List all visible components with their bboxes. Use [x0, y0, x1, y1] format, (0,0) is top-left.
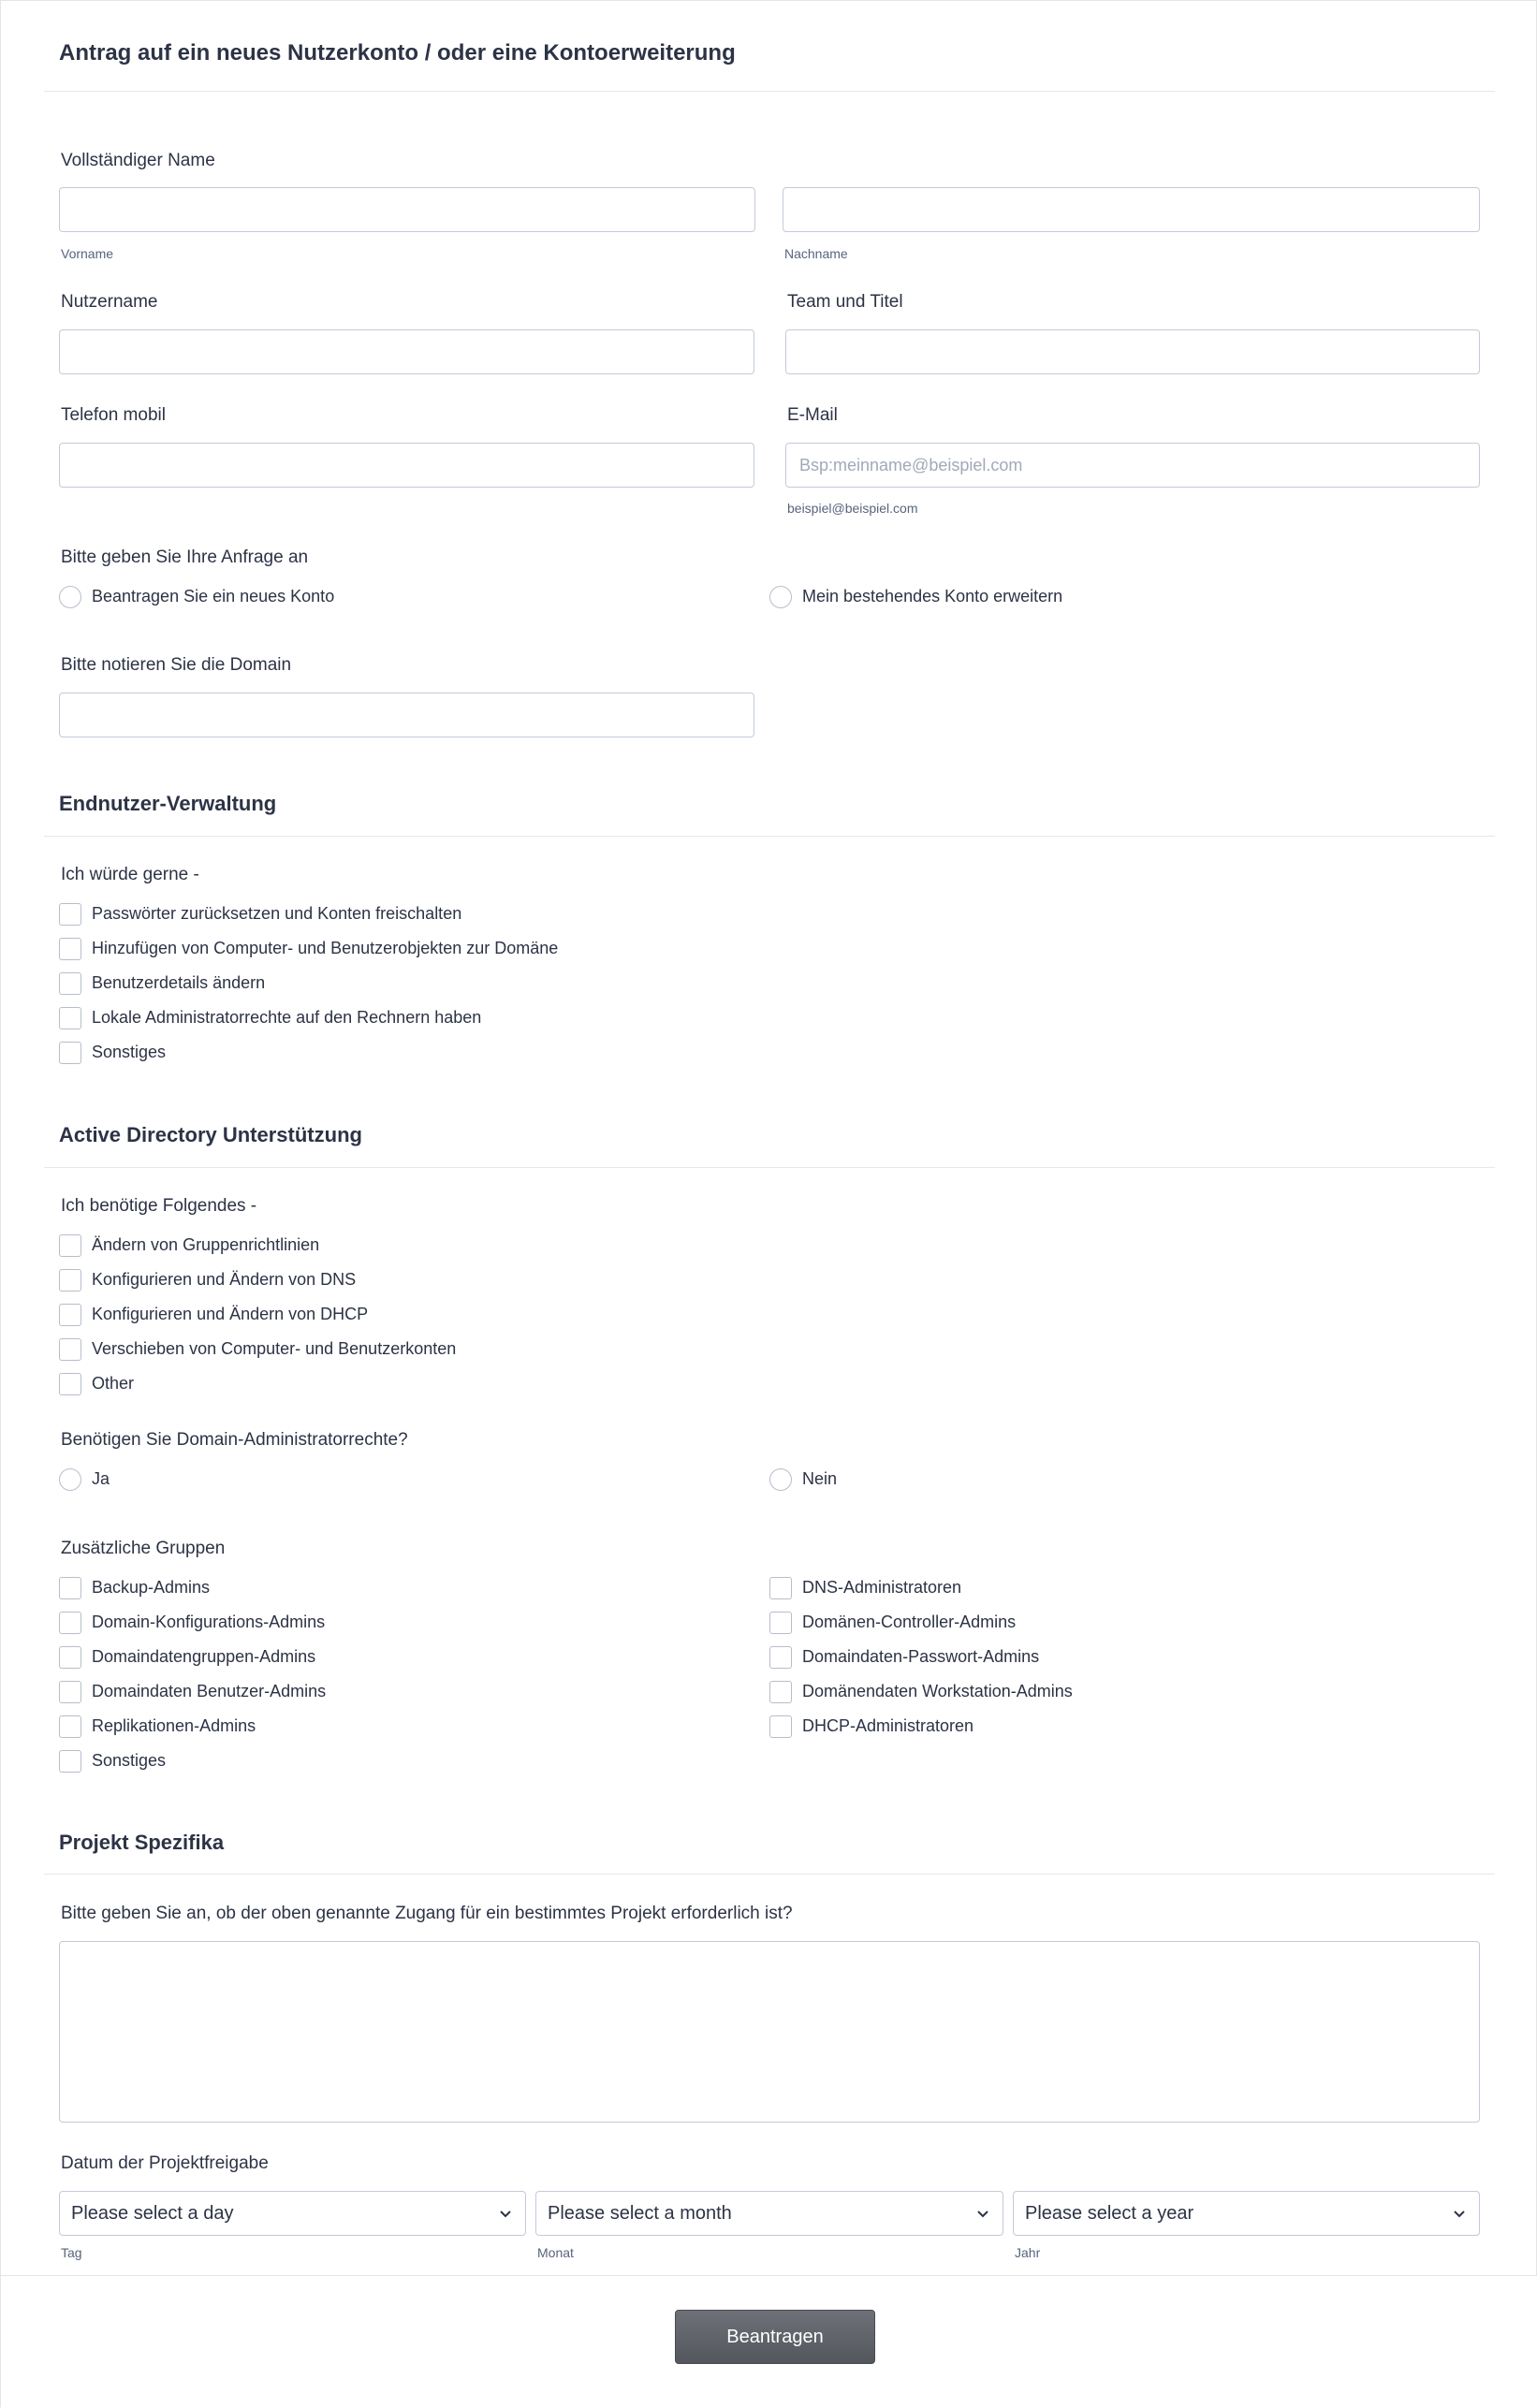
day-select[interactable]: [59, 2191, 526, 2236]
ad-label: Ich benötige Folgendes -: [61, 1196, 257, 1216]
last-name-input[interactable]: [783, 187, 1480, 232]
group-left-checkbox-5[interactable]: [59, 1715, 81, 1738]
month-select[interactable]: [535, 2191, 1003, 2236]
group-right-checkbox-2[interactable]: [769, 1612, 792, 1634]
phone-label: Telefon mobil: [61, 405, 166, 425]
submit-button[interactable]: Beantragen: [675, 2310, 875, 2364]
ad-option-1: Ändern von Gruppenrichtlinien: [92, 1235, 320, 1254]
group-left-option-5: Replikationen-Admins: [92, 1716, 256, 1735]
groups-label: Zusätzliche Gruppen: [61, 1539, 226, 1558]
month-sublabel: Monat: [537, 2245, 574, 2260]
ad-checkbox-5[interactable]: [59, 1373, 81, 1395]
project-divider: [44, 1874, 1495, 1875]
group-left-option-2: Domain-Konfigurations-Admins: [92, 1613, 326, 1631]
project-textarea[interactable]: [59, 1941, 1480, 2123]
year-select[interactable]: [1013, 2191, 1480, 2236]
first-name-sublabel: Vorname: [61, 246, 114, 261]
first-name-input[interactable]: [59, 187, 755, 232]
header-divider: [44, 91, 1495, 92]
ad-checkbox-4[interactable]: [59, 1338, 81, 1361]
chevron-down-icon: [974, 2205, 991, 2222]
ad-checkbox-2[interactable]: [59, 1269, 81, 1292]
group-right-checkbox-1[interactable]: [769, 1577, 792, 1599]
team-title-input[interactable]: [785, 329, 1480, 374]
username-input[interactable]: [59, 329, 754, 374]
month-select-value: Please select a month: [548, 2203, 732, 2224]
ad-option-2: Konfigurieren und Ändern von DNS: [92, 1270, 357, 1289]
project-question-label: Bitte geben Sie an, ob der oben genannte Zugang für ein bestimmtes Projekt erforderlich ist?: [61, 1904, 793, 1923]
group-left-option-3: Domaindatengruppen-Admins: [92, 1647, 316, 1666]
group-left-checkbox-4[interactable]: [59, 1681, 81, 1703]
group-left-option-6: Sonstiges: [92, 1751, 167, 1770]
last-name-sublabel: Nachname: [784, 246, 848, 261]
enduser-option-3: Benutzerdetails ändern: [92, 973, 266, 992]
ad-option-5: Other: [92, 1374, 135, 1393]
enduser-checkbox-3[interactable]: [59, 972, 81, 995]
request-extend-option: Mein bestehendes Konto erweitern: [802, 587, 1063, 606]
domain-admin-label: Benötigen Sie Domain-Administratorrechte?: [61, 1430, 408, 1450]
request-extend-radio[interactable]: [769, 586, 792, 608]
request-new-radio[interactable]: [59, 586, 81, 608]
chevron-down-icon: [497, 2205, 514, 2222]
day-select-value: Please select a day: [71, 2203, 234, 2224]
year-sublabel: Jahr: [1015, 2245, 1041, 2260]
enduser-divider: [44, 836, 1495, 837]
group-left-checkbox-6[interactable]: [59, 1750, 81, 1773]
team-title-label: Team und Titel: [787, 292, 903, 312]
enduser-option-4: Lokale Administratorrechte auf den Rechnern haben: [92, 1008, 482, 1027]
ad-divider: [44, 1167, 1495, 1168]
enduser-label: Ich würde gerne -: [61, 865, 199, 884]
ad-section-title: Active Directory Unterstützung: [59, 1123, 362, 1146]
group-left-option-4: Domaindaten Benutzer-Admins: [92, 1682, 327, 1700]
chevron-down-icon: [1451, 2205, 1468, 2222]
enduser-option-2: Hinzufügen von Computer- und Benutzerobjekten zur Domäne: [92, 939, 559, 957]
enduser-option-1: Passwörter zurücksetzen und Konten freischalten: [92, 904, 462, 923]
email-sublabel: beispiel@beispiel.com: [787, 501, 918, 516]
day-sublabel: Tag: [61, 2245, 82, 2260]
group-left-checkbox-2[interactable]: [59, 1612, 81, 1634]
ad-option-3: Konfigurieren und Ändern von DHCP: [92, 1305, 369, 1323]
group-right-option-1: DNS-Administratoren: [802, 1578, 962, 1597]
request-new-option: Beantragen Sie ein neues Konto: [92, 587, 335, 606]
enduser-section-title: Endnutzer-Verwaltung: [59, 792, 277, 815]
group-right-checkbox-5[interactable]: [769, 1715, 792, 1738]
full-name-label: Vollständiger Name: [61, 151, 215, 170]
group-right-option-5: DHCP-Administratoren: [802, 1716, 974, 1735]
form-title: Antrag auf ein neues Nutzerkonto / oder eine Kontoerweiterung: [59, 40, 736, 66]
group-left-option-1: Backup-Admins: [92, 1578, 211, 1597]
domain-admin-yes-radio[interactable]: [59, 1468, 81, 1491]
group-right-option-3: Domaindaten-Passwort-Admins: [802, 1647, 1040, 1666]
group-right-checkbox-4[interactable]: [769, 1681, 792, 1703]
group-left-checkbox-3[interactable]: [59, 1646, 81, 1669]
group-right-checkbox-3[interactable]: [769, 1646, 792, 1669]
email-label: E-Mail: [787, 405, 838, 425]
email-input[interactable]: [785, 443, 1480, 488]
group-right-option-2: Domänen-Controller-Admins: [802, 1613, 1017, 1631]
ad-checkbox-1[interactable]: [59, 1234, 81, 1257]
ad-checkbox-3[interactable]: [59, 1304, 81, 1326]
enduser-checkbox-1[interactable]: [59, 903, 81, 926]
domain-admin-yes-option: Ja: [92, 1469, 110, 1488]
group-left-checkbox-1[interactable]: [59, 1577, 81, 1599]
domain-input[interactable]: [59, 693, 754, 737]
domain-admin-no-option: Nein: [802, 1469, 838, 1488]
username-label: Nutzername: [61, 292, 158, 312]
domain-label: Bitte notieren Sie die Domain: [61, 655, 292, 675]
ad-option-4: Verschieben von Computer- und Benutzerkonten: [92, 1339, 457, 1358]
enduser-option-5: Sonstiges: [92, 1043, 167, 1061]
phone-input[interactable]: [59, 443, 754, 488]
enduser-checkbox-4[interactable]: [59, 1007, 81, 1029]
enduser-checkbox-2[interactable]: [59, 938, 81, 960]
project-section-title: Projekt Spezifika: [59, 1831, 225, 1854]
year-select-value: Please select a year: [1025, 2203, 1194, 2224]
domain-admin-no-radio[interactable]: [769, 1468, 792, 1491]
request-label: Bitte geben Sie Ihre Anfrage an: [61, 547, 309, 567]
release-date-label: Datum der Projektfreigabe: [61, 2153, 269, 2173]
enduser-checkbox-5[interactable]: [59, 1042, 81, 1064]
group-right-option-4: Domänendaten Workstation-Admins: [802, 1682, 1073, 1700]
